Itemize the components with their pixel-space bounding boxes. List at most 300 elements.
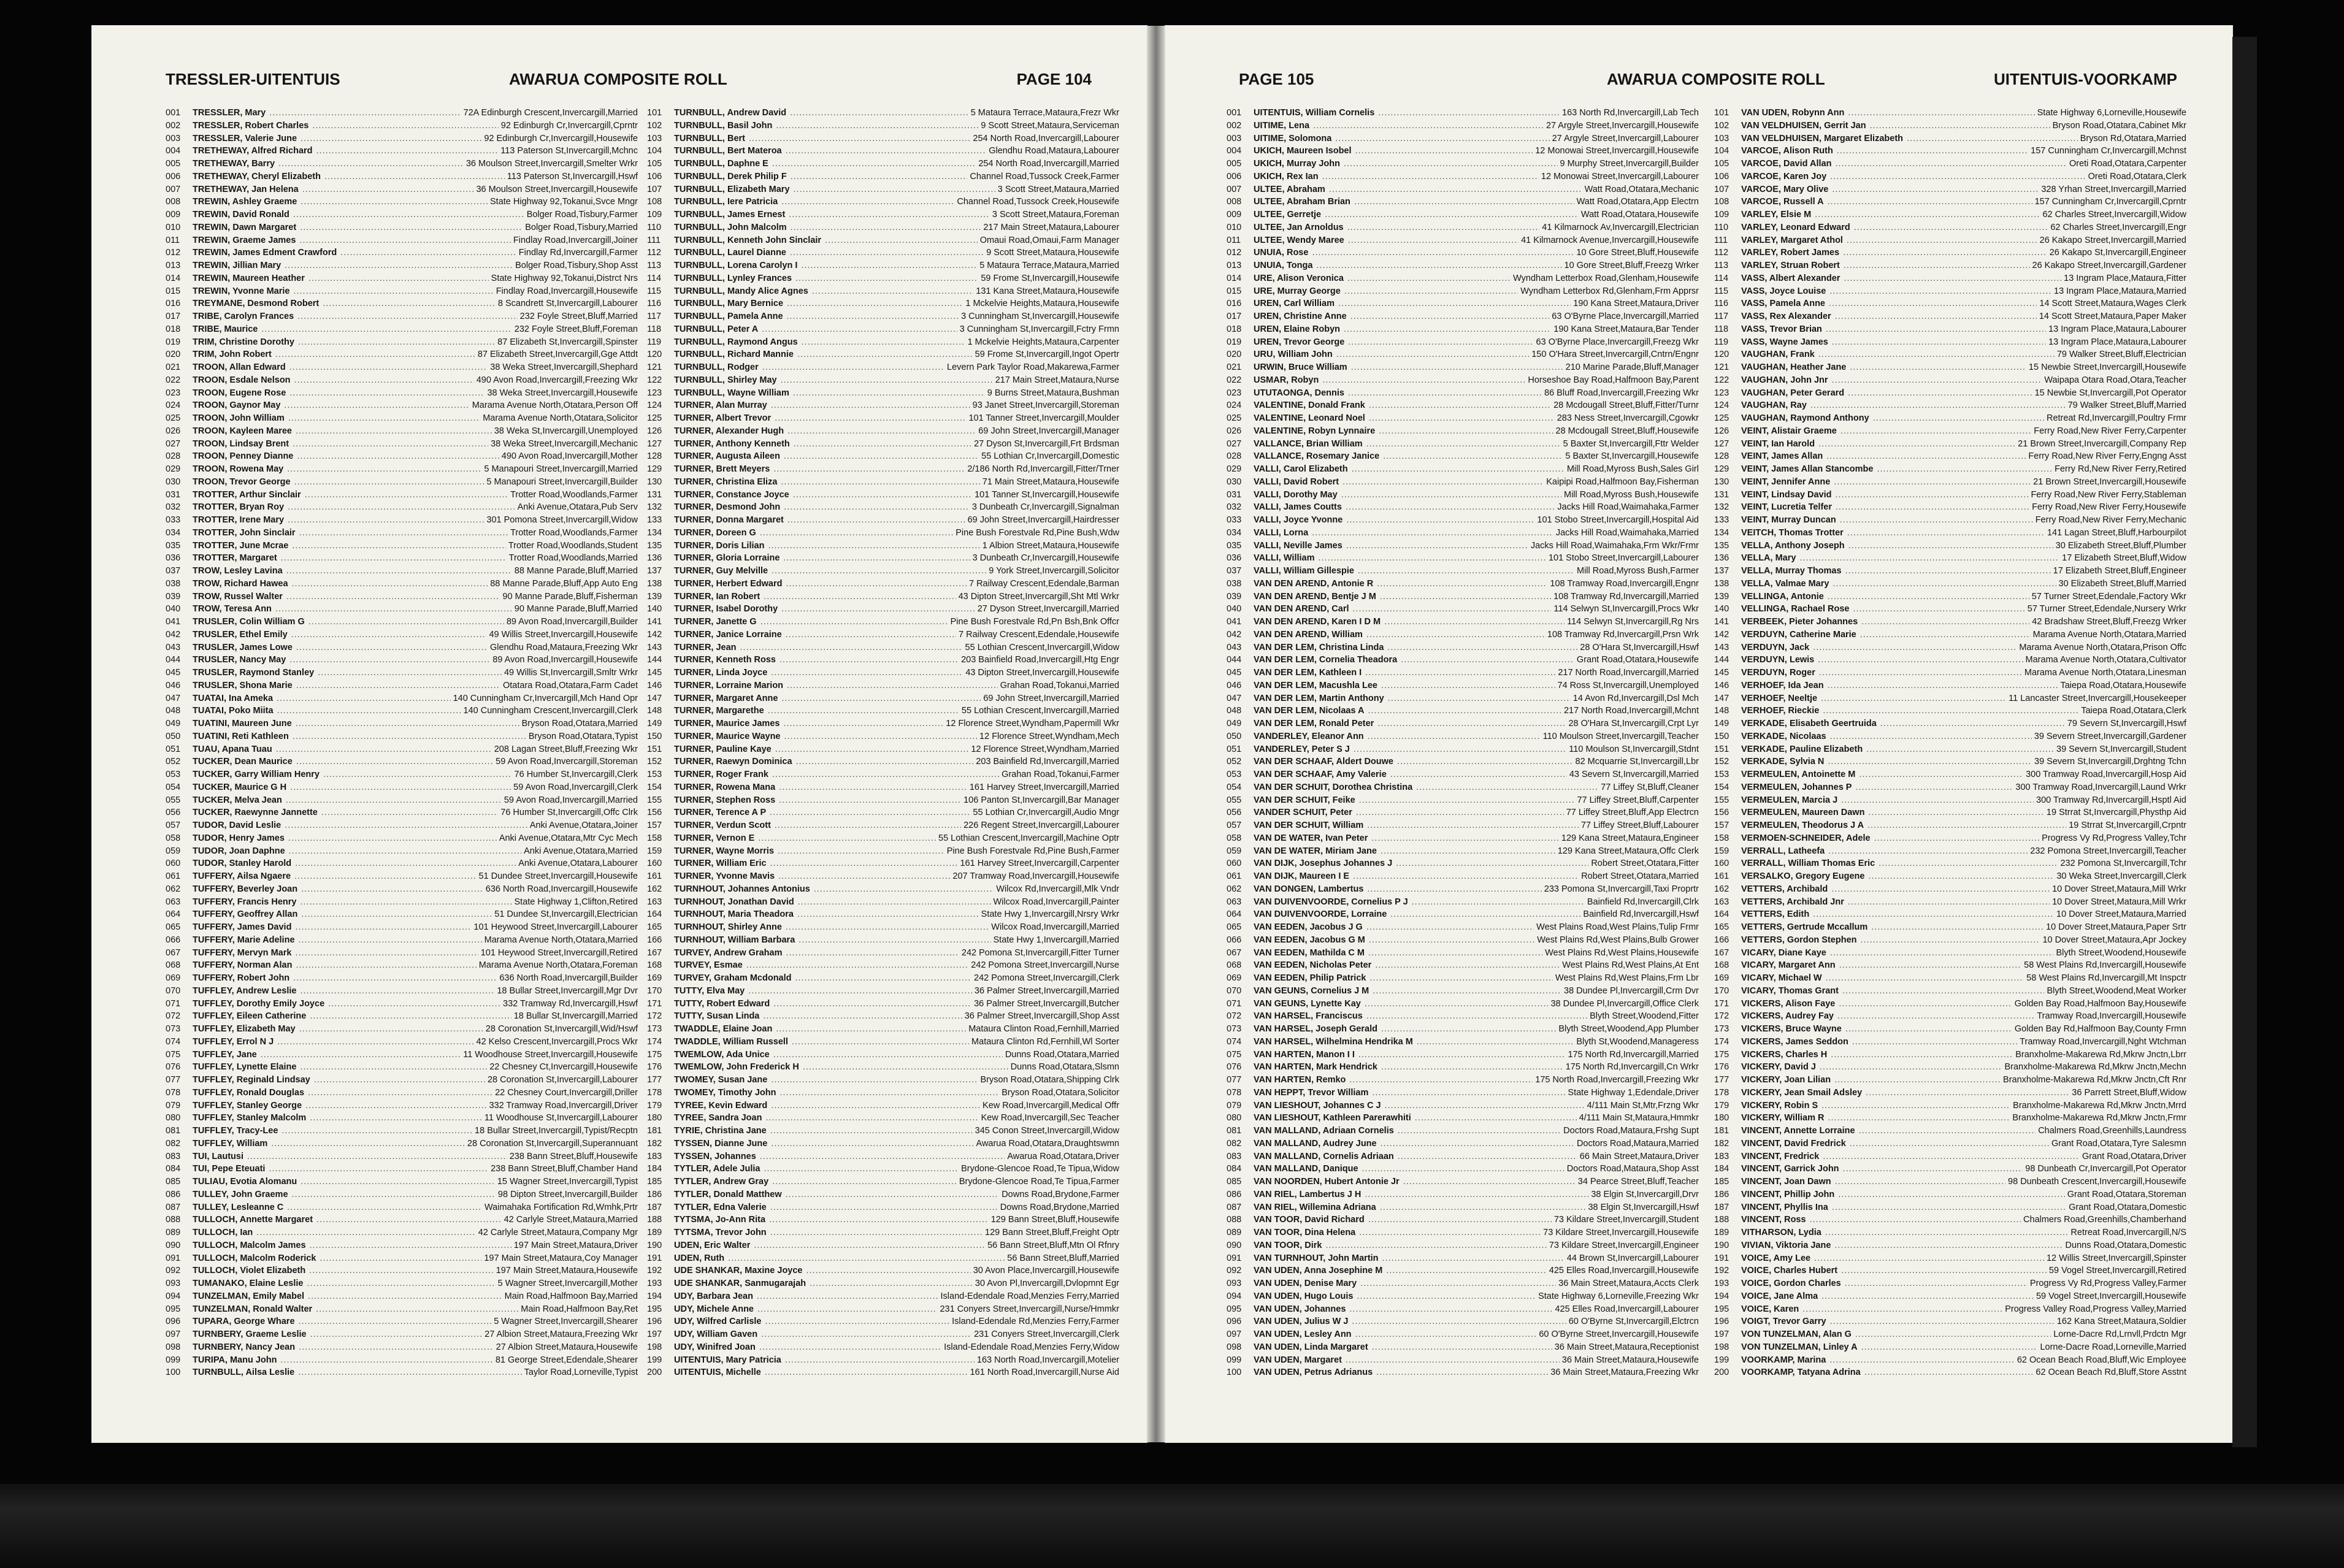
address-occupation: Tramway Road,Invercargill,Housewife bbox=[2037, 1011, 2186, 1022]
roll-entry bbox=[1227, 552, 1699, 565]
leader-dots bbox=[1381, 845, 1555, 858]
address-occupation: 10 Gore Street,Bluff,Housewife bbox=[1576, 248, 1699, 258]
elector-name: VANDERLEY, Peter S J bbox=[1254, 744, 1350, 754]
elector-name: TREWIN, Jillian Mary bbox=[193, 261, 282, 270]
leader-dots bbox=[1830, 170, 2085, 183]
entry-number: 141 bbox=[1714, 617, 1729, 627]
entry-number: 025 bbox=[1227, 413, 1242, 423]
address-occupation: 11 Lancaster Street,Invercargill,Housekeeper bbox=[2009, 693, 2186, 703]
entry-number: 124 bbox=[647, 400, 662, 411]
entry-number: 133 bbox=[647, 515, 662, 525]
elector-name: TYTLER, Donald Matthew bbox=[674, 1189, 782, 1199]
roll-entry bbox=[1227, 107, 1699, 120]
roll-entry bbox=[647, 1188, 1119, 1201]
entry-number: 126 bbox=[647, 426, 662, 436]
address-occupation: 101 Tanner Street,Invercargill,Moulder bbox=[968, 413, 1119, 423]
entry-number: 044 bbox=[166, 655, 181, 665]
page-number: PAGE 104 bbox=[1016, 70, 1092, 88]
elector-name: TUFFLEY, Dorothy Emily Joyce bbox=[193, 998, 325, 1009]
elector-name: VARCOE, Karen Joy bbox=[1741, 171, 1827, 182]
entry-number: 021 bbox=[1227, 362, 1242, 372]
roll-entry bbox=[1227, 883, 1699, 896]
address-occupation: 10 Dover Street,Mataura,Mill Wrkr bbox=[2052, 884, 2186, 894]
roll-entry bbox=[166, 578, 638, 591]
leader-dots bbox=[1368, 730, 1541, 743]
leader-dots bbox=[1322, 170, 1539, 183]
elector-name: VEINT, Alistair Graeme bbox=[1741, 426, 1837, 436]
leader-dots bbox=[288, 412, 480, 425]
leader-dots bbox=[276, 743, 492, 756]
leader-dots bbox=[1365, 998, 1549, 1011]
elector-name: TUFFLEY, Eileen Catherine bbox=[193, 1011, 307, 1022]
elector-name: TROON, Esdale Nelson bbox=[193, 375, 291, 385]
roll-entry bbox=[647, 527, 1119, 540]
address-occupation: Blyth Street,Woodend,App Plumber bbox=[1558, 1024, 1699, 1034]
entry-number: 074 bbox=[1227, 1036, 1242, 1047]
roll-entry bbox=[1714, 285, 2186, 298]
roll-entry bbox=[1714, 1303, 2186, 1316]
leader-dots bbox=[312, 120, 498, 132]
leader-dots bbox=[1365, 1188, 1588, 1201]
roll-entry bbox=[1227, 361, 1699, 374]
roll-entry bbox=[647, 1125, 1119, 1138]
elector-name: UITENTUIS, Michelle bbox=[674, 1367, 761, 1378]
elector-name: TUFFLEY, William bbox=[193, 1138, 268, 1149]
roll-entry bbox=[647, 387, 1119, 400]
leader-dots bbox=[285, 819, 527, 832]
address-occupation: 38 Weka Street,Invercargill,Mechanic bbox=[491, 438, 638, 449]
elector-name: TUATAI, Ina Ameka bbox=[193, 693, 274, 703]
roll-entry bbox=[166, 1188, 638, 1201]
entry-number: 165 bbox=[647, 922, 662, 932]
leader-dots bbox=[790, 247, 984, 259]
roll-entry bbox=[1714, 170, 2186, 183]
elector-name: VEINT, Ian Harold bbox=[1741, 438, 1815, 449]
elector-name: VAN DEN AREND, Carl bbox=[1254, 604, 1349, 614]
address-occupation: 217 Main Street,Mataura,Nurse bbox=[995, 375, 1119, 385]
entry-number: 150 bbox=[1714, 731, 1729, 741]
roll-entry bbox=[166, 1341, 638, 1354]
leader-dots bbox=[1829, 1354, 2014, 1367]
roll-entry bbox=[1227, 1239, 1699, 1252]
leader-dots bbox=[1854, 221, 2048, 234]
roll-entry bbox=[647, 120, 1119, 132]
elector-name: VAN DER LEM, Kathleen I bbox=[1254, 668, 1362, 678]
elector-name: TUFFERY, Ailsa Ngaere bbox=[193, 871, 291, 881]
roll-entry bbox=[1714, 361, 2186, 374]
leader-dots bbox=[1836, 501, 2029, 514]
roll-entry bbox=[166, 1036, 638, 1049]
entry-number: 024 bbox=[166, 400, 181, 411]
elector-name: VAN DER SCHUIT, Dorothea Christina bbox=[1254, 782, 1413, 792]
leader-dots bbox=[1867, 819, 2066, 832]
leader-dots bbox=[1799, 552, 2059, 565]
roll-entry bbox=[1714, 259, 2186, 272]
leader-dots bbox=[1369, 934, 1534, 947]
address-occupation: 92 Edinburgh Cr,Invercargill,Cprntr bbox=[500, 120, 638, 131]
address-occupation: 4/111 Main St,Mtr,Frzng Wkr bbox=[1587, 1100, 1699, 1111]
address-occupation: 88 Manne Parade,Bluff,App Auto Eng bbox=[490, 578, 638, 589]
roll-entry bbox=[166, 552, 638, 565]
roll-entry bbox=[647, 654, 1119, 667]
roll-entry bbox=[647, 247, 1119, 259]
leader-dots bbox=[783, 552, 970, 565]
address-occupation: 101 Stobo Street,Invercargill,Hospital Aid bbox=[1537, 515, 1699, 525]
address-occupation: Doctors Road,Mataura,Frshg Supt bbox=[1563, 1126, 1699, 1136]
roll-entry bbox=[166, 489, 638, 502]
elector-name: TROW, Richard Hawea bbox=[193, 578, 288, 589]
leader-dots bbox=[299, 1315, 492, 1328]
elector-name: VINCENT, Phyllis Ina bbox=[1741, 1202, 1828, 1212]
address-occupation: 161 Harvey Street,Invercargill,Married bbox=[969, 782, 1119, 792]
elector-name: TROW, Teresa Ann bbox=[193, 604, 272, 614]
roll-entry bbox=[1227, 1010, 1699, 1023]
leader-dots bbox=[1874, 832, 2040, 845]
leader-dots bbox=[301, 132, 481, 145]
entry-number: 181 bbox=[1714, 1126, 1729, 1136]
address-occupation: 28 Coronation St,Invercargill,Superannuant bbox=[467, 1138, 638, 1149]
entry-number: 051 bbox=[1227, 744, 1242, 754]
elector-name: TURNHOUT, Maria Theadora bbox=[674, 909, 794, 920]
roll-entry bbox=[166, 1264, 638, 1277]
entry-number: 088 bbox=[1227, 1215, 1242, 1225]
roll-entry bbox=[647, 1201, 1119, 1214]
entry-number: 095 bbox=[1227, 1304, 1242, 1314]
leader-dots bbox=[289, 361, 488, 374]
elector-name: VALENTINE, Robyn Lynnaire bbox=[1254, 426, 1376, 436]
address-occupation: Dunns Road,Otatara,Married bbox=[1005, 1049, 1119, 1060]
entry-number: 064 bbox=[1227, 909, 1242, 920]
address-occupation: 72A Edinburgh Crescent,Invercargill,Married bbox=[463, 108, 638, 118]
roll-entry bbox=[647, 514, 1119, 527]
elector-name: TRUSLER, Nancy May bbox=[193, 655, 286, 665]
leader-dots bbox=[310, 1328, 483, 1341]
entry-number: 049 bbox=[1227, 719, 1242, 729]
roll-entry bbox=[1227, 934, 1699, 947]
elector-name: USMAR, Robyn bbox=[1254, 375, 1319, 385]
leader-dots bbox=[292, 1188, 496, 1201]
address-occupation: 5 Manapouri Street,Invercargill,Builder bbox=[486, 476, 638, 487]
leader-dots bbox=[1845, 565, 2051, 578]
leader-dots bbox=[1346, 540, 1528, 553]
address-occupation: 101 Heywood Street,Invercargill,Labourer bbox=[473, 922, 638, 932]
leader-dots bbox=[1845, 1277, 2028, 1290]
leader-dots bbox=[308, 272, 489, 285]
elector-name: TURNBULL, Wayne William bbox=[674, 388, 789, 398]
roll-entry bbox=[1714, 1100, 2186, 1112]
roll-entry bbox=[1227, 196, 1699, 208]
elector-name: VALLANCE, Rosemary Janice bbox=[1254, 451, 1380, 462]
elector-name: VETTERS, Archibald Jnr bbox=[1741, 897, 1844, 907]
roll-entry bbox=[1227, 819, 1699, 832]
address-occupation: 42 Carlyle Street,Mataura,Company Mgr bbox=[478, 1228, 638, 1237]
entry-number: 177 bbox=[647, 1075, 662, 1085]
elector-name: TURNBULL, Laurel Dianne bbox=[674, 248, 786, 258]
elector-name: VOICE, Charles Hubert bbox=[1741, 1266, 1838, 1276]
entry-number: 002 bbox=[1227, 120, 1242, 131]
roll-entry bbox=[1714, 145, 2186, 158]
entry-number: 199 bbox=[1714, 1355, 1729, 1365]
address-occupation: 98 Dunbeath Cr,Invercargill,Pot Operator bbox=[2025, 1164, 2186, 1174]
roll-entry bbox=[647, 768, 1119, 781]
leader-dots bbox=[298, 1366, 521, 1379]
roll-entry bbox=[647, 1138, 1119, 1150]
elector-name: VOICE, Amy Lee bbox=[1741, 1253, 1811, 1263]
leader-dots bbox=[1848, 896, 2050, 909]
leader-dots bbox=[1852, 1036, 2017, 1049]
address-occupation: 73 Kildare Street,Invercargill,Housewife bbox=[1543, 1228, 1699, 1237]
elector-name: UREN, Elaine Robyn bbox=[1254, 324, 1340, 334]
roll-entry bbox=[647, 591, 1119, 603]
address-occupation: Jacks Hill Road,Waimahaka,Frm Wkr/Frmr bbox=[1530, 540, 1699, 551]
leader-dots bbox=[775, 412, 966, 425]
elector-name: TUFFLEY, Andrew Leslie bbox=[193, 985, 297, 996]
address-occupation: 106 Panton St,Invercargill,Bar Manager bbox=[963, 795, 1119, 805]
elector-name: VAN UDEN, Anna Josephine M bbox=[1254, 1266, 1383, 1276]
address-occupation: 60 O'Byrne St,Invercargill,Elctrcn bbox=[1568, 1317, 1699, 1327]
roll-entry bbox=[1714, 450, 2186, 463]
entry-number: 036 bbox=[1227, 553, 1242, 564]
entry-number: 079 bbox=[166, 1100, 181, 1111]
leader-dots bbox=[321, 806, 498, 819]
entry-number: 028 bbox=[1227, 451, 1242, 462]
address-occupation: 86 Bluff Road,Invercargill,Freezing Wkr bbox=[1544, 388, 1699, 398]
address-occupation: Progress Vy Rd,Progress Valley,Tchr bbox=[2042, 833, 2186, 843]
roll-entry bbox=[1227, 412, 1699, 425]
address-occupation: Grahan Road,Tokanui,Farmer bbox=[1002, 770, 1119, 779]
address-occupation: Awarua Road,Otatara,Driver bbox=[1007, 1151, 1119, 1161]
entry-number: 195 bbox=[1714, 1304, 1729, 1314]
roll-entry bbox=[1714, 1290, 2186, 1303]
elector-name: TURNER, Maurice Wayne bbox=[674, 731, 781, 741]
entry-number: 018 bbox=[1227, 324, 1242, 334]
address-occupation: 34 Pearce Street,Bluff,Teacher bbox=[1577, 1177, 1699, 1187]
leader-dots bbox=[1821, 1290, 2034, 1303]
leader-dots bbox=[1810, 1214, 2021, 1226]
entry-number: 189 bbox=[1714, 1228, 1729, 1237]
roll-entry bbox=[166, 1252, 638, 1265]
roll-entry bbox=[1227, 1277, 1699, 1290]
roll-entry bbox=[166, 1315, 638, 1328]
entry-number: 103 bbox=[647, 133, 662, 143]
entry-number: 059 bbox=[1227, 846, 1242, 856]
entry-number: 003 bbox=[166, 133, 181, 143]
elector-name: TURNER, Doreen G bbox=[674, 527, 756, 538]
leader-dots bbox=[301, 908, 492, 921]
address-occupation: 3 Dunbeath Cr,Invercargill,Housewife bbox=[972, 553, 1119, 564]
elector-name: TURNER, Margarethe bbox=[674, 706, 764, 716]
address-occupation: State Highway 92,Tokanui,Svce Mngr bbox=[490, 197, 638, 207]
elector-name: VERDUYN, Lewis bbox=[1741, 655, 1815, 665]
elector-name: TUCKER, Melva Jean bbox=[193, 795, 282, 805]
elector-name: VALLI, Neville James bbox=[1254, 540, 1342, 551]
roll-entry bbox=[166, 501, 638, 514]
entry-number: 172 bbox=[1714, 1011, 1729, 1022]
address-occupation: 13 Ingram Place,Mataura,Fitter bbox=[2064, 273, 2186, 283]
address-occupation: 77 Liffey Street,Bluff,Labourer bbox=[1580, 820, 1699, 830]
entry-number: 181 bbox=[647, 1126, 662, 1136]
elector-name: VETTERS, Gordon Stephen bbox=[1741, 935, 1857, 945]
entry-number: 159 bbox=[647, 846, 662, 856]
entry-number: 138 bbox=[1714, 578, 1729, 589]
entry-number: 146 bbox=[647, 680, 662, 690]
elector-name: TROON, Allan Edward bbox=[193, 362, 286, 372]
elector-name: VALLI, William bbox=[1254, 553, 1315, 564]
roll-entry bbox=[1227, 336, 1699, 349]
elector-name: TURIPA, Manu John bbox=[193, 1355, 277, 1365]
entry-number: 040 bbox=[1227, 604, 1242, 614]
roll-entry bbox=[647, 730, 1119, 743]
roll-entry bbox=[647, 170, 1119, 183]
roll-entry bbox=[1227, 603, 1699, 616]
roll-entry bbox=[166, 934, 638, 947]
leader-dots bbox=[310, 1112, 482, 1125]
roll-entry bbox=[1227, 1023, 1699, 1036]
address-occupation: 232 Foyle Street,Bluff,Foreman bbox=[514, 324, 638, 334]
address-occupation: 131 Kana Street,Mataura,Housewife bbox=[976, 286, 1119, 296]
leader-dots bbox=[1848, 107, 2034, 120]
leader-dots bbox=[1350, 310, 1550, 323]
roll-entry bbox=[647, 476, 1119, 489]
roll-entry bbox=[1714, 1315, 2186, 1328]
elector-name: TUFFERY, Beverley Joan bbox=[193, 884, 298, 894]
entry-number: 156 bbox=[1714, 808, 1729, 818]
address-occupation: 300 Tramway Rd,Invercargill,Hsptl Aid bbox=[2036, 795, 2186, 805]
entry-number: 067 bbox=[1227, 947, 1242, 958]
entry-number: 003 bbox=[1227, 133, 1242, 143]
entry-number: 059 bbox=[166, 846, 181, 856]
elector-name: TURNBULL, Mary Bernice bbox=[674, 299, 784, 309]
entry-number: 085 bbox=[1227, 1177, 1242, 1187]
leader-dots bbox=[1383, 450, 1563, 463]
leader-dots bbox=[1387, 641, 1577, 654]
leader-dots bbox=[1855, 781, 2013, 794]
address-occupation: 26 Kakapo Street,Invercargill,Married bbox=[2039, 235, 2186, 245]
address-occupation: 59 Avon Road,Invercargill,Clerk bbox=[513, 782, 638, 792]
entry-number: 102 bbox=[647, 120, 662, 131]
address-occupation: 62 Charles Street,Invercargill,Engr bbox=[2050, 222, 2186, 232]
entry-number: 052 bbox=[1227, 757, 1242, 767]
entry-number: 043 bbox=[1227, 642, 1242, 652]
leader-dots bbox=[1379, 425, 1553, 438]
leader-dots bbox=[1840, 514, 2033, 527]
leader-dots bbox=[771, 667, 963, 679]
roll-entry bbox=[1714, 921, 2186, 934]
entry-number: 178 bbox=[647, 1087, 662, 1098]
address-occupation: 232 Foyle Street,Bluff,Married bbox=[519, 312, 638, 321]
roll-entry bbox=[1227, 463, 1699, 476]
address-occupation: 636 North Road,Invercargill,Builder bbox=[499, 973, 638, 983]
elector-name: TURNER, Kenneth Ross bbox=[674, 655, 776, 665]
elector-name: TUFFLEY, Lynette Elaine bbox=[193, 1062, 297, 1073]
entry-number: 045 bbox=[166, 668, 181, 678]
roll-entry bbox=[647, 1264, 1119, 1277]
address-occupation: Robert Street,Otatara,Married bbox=[1581, 871, 1699, 881]
elector-name: VEINT, Lindsay David bbox=[1741, 489, 1832, 500]
roll-entry bbox=[1227, 908, 1699, 921]
elector-name: TURNER, Alan Murray bbox=[674, 400, 767, 411]
entry-number: 132 bbox=[647, 502, 662, 513]
elector-name: UNUIA, Tonga bbox=[1254, 261, 1313, 270]
address-occupation: 17 Elizabeth Street,Bluff,Widow bbox=[2062, 553, 2186, 564]
entry-number: 178 bbox=[1714, 1087, 1729, 1098]
leader-dots bbox=[1866, 743, 2054, 756]
leader-dots bbox=[1378, 107, 1560, 120]
address-occupation: Mataura Clinton Rd,Fernhill,Wl Sorter bbox=[971, 1036, 1119, 1047]
entry-number: 189 bbox=[647, 1228, 662, 1237]
address-occupation: 44 Brown St,Invercargill,Labourer bbox=[1566, 1253, 1699, 1263]
address-occupation: 43 Dipton Street,Invercargill,Housewife bbox=[965, 668, 1119, 678]
leader-dots bbox=[795, 972, 972, 985]
elector-name: VOORKAMP, Marina bbox=[1741, 1355, 1826, 1365]
entry-number: 175 bbox=[647, 1049, 662, 1060]
elector-name: TURNBULL, Bert Materoa bbox=[674, 146, 782, 156]
entry-number: 089 bbox=[1227, 1228, 1242, 1237]
leader-dots bbox=[761, 1328, 971, 1341]
entry-number: 144 bbox=[1714, 655, 1729, 665]
leader-dots bbox=[308, 1087, 492, 1100]
roll-entry bbox=[647, 1239, 1119, 1252]
address-occupation: 19 Strrat St,Invercargill,Crpntr bbox=[2069, 820, 2186, 830]
address-occupation: State Highway 92,Tokanui,Distrct Nrs bbox=[491, 273, 638, 283]
elector-name: TROTTER, Bryan Roy bbox=[193, 502, 285, 513]
entry-number: 008 bbox=[166, 197, 181, 207]
elector-name: UDY, Barbara Jean bbox=[674, 1291, 753, 1301]
elector-name: VICARY, Michael W bbox=[1741, 973, 1822, 983]
roll-entry bbox=[1227, 1201, 1699, 1214]
roll-entry bbox=[647, 603, 1119, 616]
entry-number: 127 bbox=[1714, 438, 1729, 449]
elector-name: TROON, Trevor George bbox=[193, 476, 291, 487]
roll-entry bbox=[1714, 425, 2186, 438]
roll-entry bbox=[166, 667, 638, 679]
address-occupation: 425 Elles Road,Invercargill,Housewife bbox=[1549, 1266, 1699, 1276]
address-occupation: 226 Regent Street,Invercargill,Labourer bbox=[963, 820, 1119, 830]
entry-number: 050 bbox=[1227, 731, 1242, 741]
address-occupation: 140 Cunningham Crescent,Invercargill,Clerk bbox=[463, 706, 638, 716]
elector-name: VAN NOORDEN, Hubert Antonie Jr bbox=[1254, 1177, 1400, 1187]
address-occupation: Dunns Road,Otatara,Slsmn bbox=[1010, 1062, 1119, 1073]
roll-entry bbox=[1714, 1341, 2186, 1354]
entry-number: 004 bbox=[166, 146, 181, 156]
leader-dots bbox=[772, 768, 999, 781]
elector-name: UITENTUIS, Mary Patricia bbox=[674, 1355, 781, 1365]
entry-number: 169 bbox=[1714, 973, 1729, 983]
address-occupation: 150 O'Hara Street,Invercargill,Cntrn/Engnr bbox=[1531, 350, 1699, 360]
leader-dots bbox=[786, 1188, 1000, 1201]
roll-entry bbox=[1227, 705, 1699, 717]
entry-number: 131 bbox=[647, 489, 662, 500]
elector-name: TUDOR, Joan Daphne bbox=[193, 846, 285, 856]
roll-entry bbox=[1227, 450, 1699, 463]
roll-entry bbox=[1227, 1061, 1699, 1074]
roll-entry bbox=[166, 463, 638, 476]
roll-entry bbox=[647, 107, 1119, 120]
roll-entry bbox=[166, 450, 638, 463]
elector-name: VICARY, Thomas Grant bbox=[1741, 985, 1839, 996]
address-occupation: 9 Scott Street,Mataura,Housewife bbox=[986, 248, 1119, 258]
entry-number: 123 bbox=[647, 388, 662, 398]
address-occupation: Ferry Road,New River Ferry,Carpenter bbox=[2034, 426, 2186, 436]
roll-entry bbox=[1227, 1290, 1699, 1303]
entry-number: 140 bbox=[1714, 604, 1729, 614]
roll-entry bbox=[1227, 247, 1699, 259]
elector-name: TURNHOUT, William Barbara bbox=[674, 935, 795, 945]
roll-entry bbox=[647, 832, 1119, 845]
entry-number: 034 bbox=[166, 527, 181, 538]
entry-number: 149 bbox=[1714, 719, 1729, 729]
address-occupation: 162 Kana Street,Mataura,Soldier bbox=[2056, 1317, 2186, 1327]
